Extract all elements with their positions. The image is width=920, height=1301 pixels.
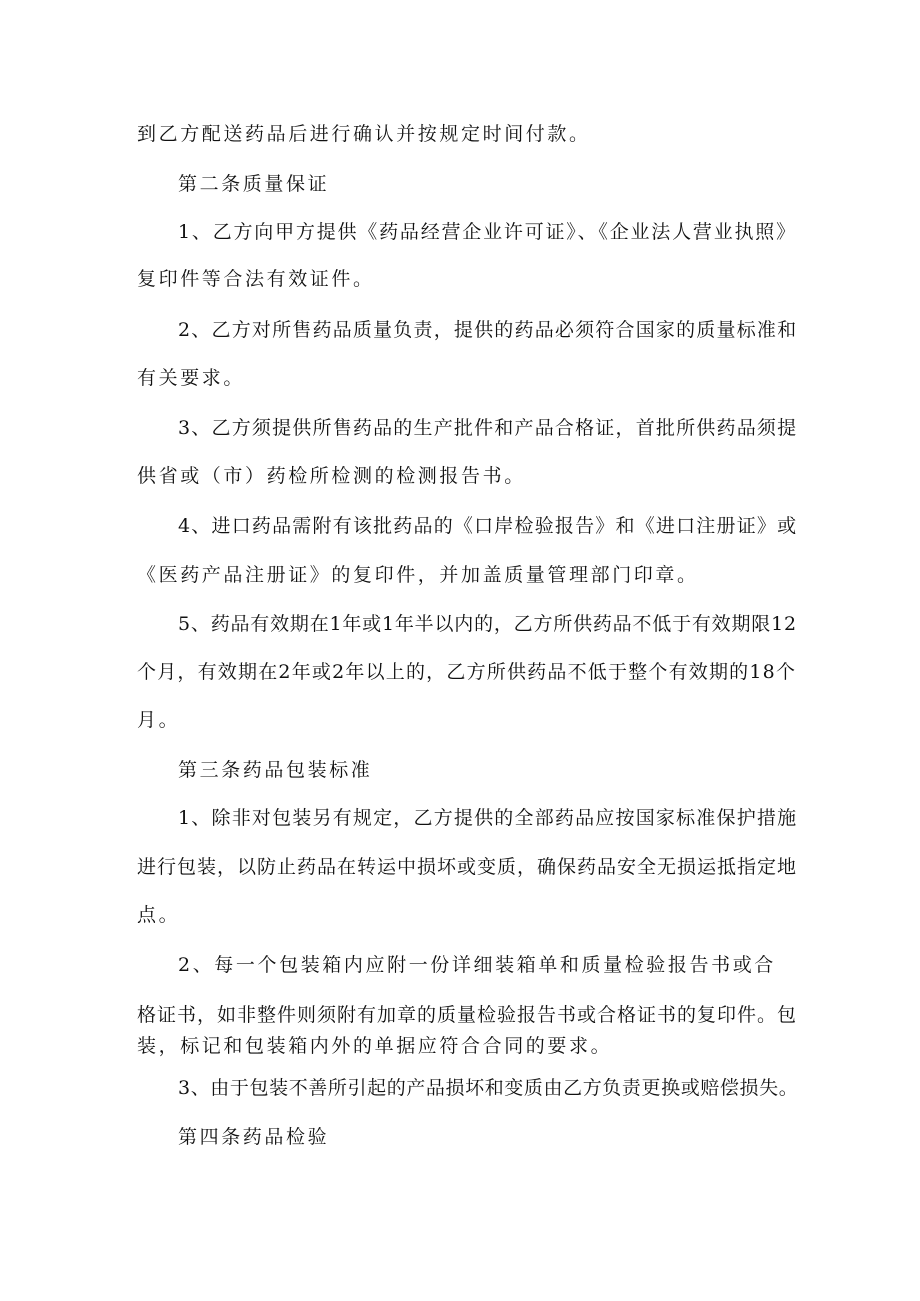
paragraph-line: 2、乙方对所售药品质量负责，提供的药品必须符合国家的质量标准和 (178, 319, 798, 341)
paragraph-line: 4、进口药品需附有该批药品的《口岸检验报告》和《进口注册证》或 (178, 515, 798, 537)
paragraph-line: 个月，有效期在2年或2年以上的，乙方所供药品不低于整个有效期的18个 (137, 661, 797, 683)
paragraph-line: 5、药品有效期在1年或1年半以内的，乙方所供药品不低于有效期限12 (178, 613, 797, 635)
paragraph-line: 3、乙方须提供所售药品的生产批件和产品合格证，首批所供药品须提 (178, 417, 798, 439)
paragraph-line: 复印件等合法有效证件。 (137, 268, 375, 290)
paragraph-line: 进行包装，以防止药品在转运中损坏或变质，确保药品安全无损运抵指定地 (137, 856, 798, 878)
section-heading-4: 第四条药品检验 (178, 1126, 330, 1148)
paragraph-line: 1、乙方向甲方提供《药品经营企业许可证》、《企业法人营业执照》 (178, 221, 797, 243)
paragraph-line: 供省或（市）药检所检测的检测报告书。 (137, 465, 526, 487)
paragraph-line: 装，标记和包装箱内外的单据应符合合同的要求。 (137, 1035, 613, 1057)
paragraph-line: 格证书，如非整件则须附有加章的质量检验报告书或合格证书的复印件。包 (137, 1004, 798, 1026)
paragraph-line: 2、每一个包装箱内应附一份详细装箱单和质量检验报告书或合 (178, 954, 776, 976)
paragraph-line: 点。 (137, 904, 181, 926)
paragraph-line: 有关要求。 (137, 367, 246, 389)
section-heading-2: 第二条质量保证 (178, 173, 330, 195)
paragraph-line: 《医药产品注册证》的复印件，并加盖质量管理部门印章。 (137, 564, 699, 586)
paragraph-line: 到乙方配送药品后进行确认并按规定时间付款。 (137, 123, 591, 145)
paragraph-line: 3、由于包装不善所引起的产品损坏和变质由乙方负责更换或赔偿损失。 (178, 1077, 799, 1099)
paragraph-line: 1、除非对包装另有规定，乙方提供的全部药品应按国家标准保护措施 (178, 807, 798, 829)
section-heading-3: 第三条药品包装标准 (178, 759, 373, 781)
paragraph-line: 月。 (137, 709, 181, 731)
